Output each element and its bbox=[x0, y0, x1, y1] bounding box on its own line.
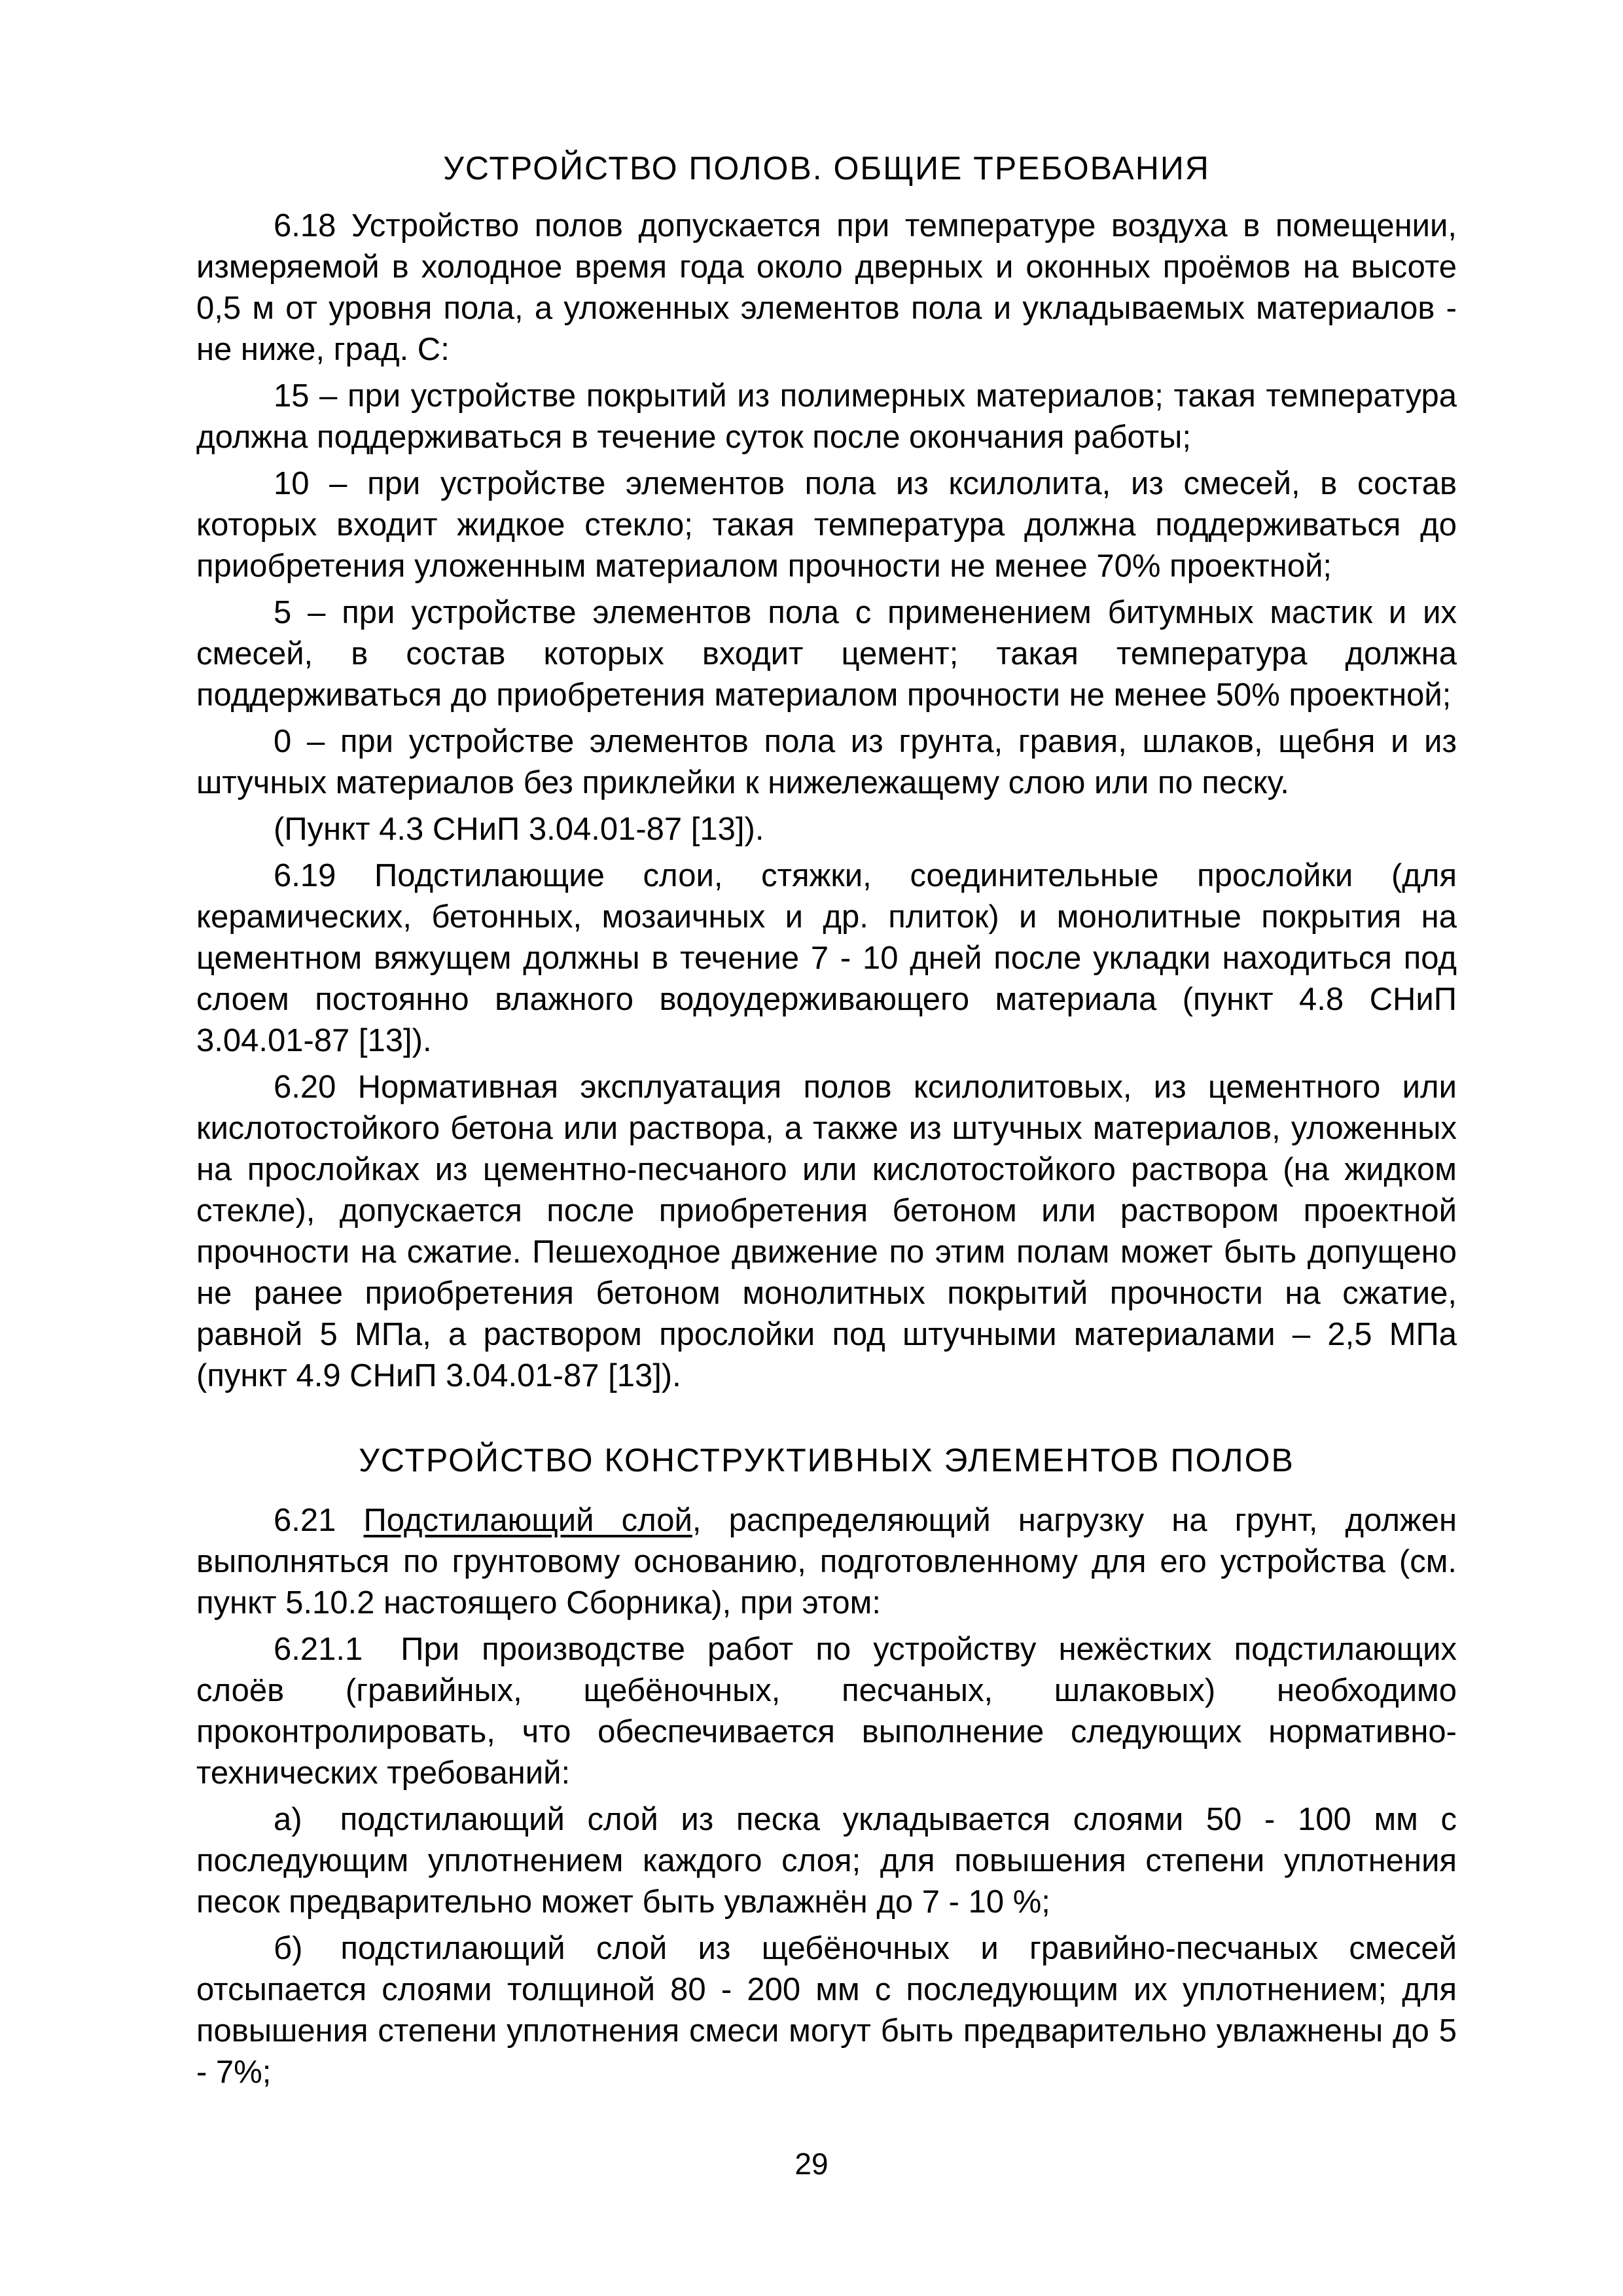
section-heading-floor-elements: УСТРОЙСТВО КОНСТРУКТИВНЫХ ЭЛЕМЕНТОВ ПОЛОВ bbox=[359, 1442, 1294, 1479]
clause-number-6-21: 6.21 bbox=[274, 1503, 336, 1538]
paragraph-temp-15: 15 – при устройстве покрытий из полимерных материалов; такая температура должна поддерживаться в течение суток после окончания работы; bbox=[196, 378, 1457, 455]
paragraph-6-20: 6.20 Нормативная эксплуатация полов ксилолитовых, из цементного или кислотостойкого бетона или раствора, а также из штучных материалов, уложенных на прослойках из цементно-песчаного или кислотостойкого раствора (на жидком стекле), допускается после приобретения бетоном или раствором проектной прочности на сжатие. Пешеходное движение по этим полам может быть допущено не ранее приобретения бетоном монолитных покрытий прочности на сжатие, равной 5 МПа, а раствором прослойки под штучными материалами – 2,5 МПа (пункт 4.9 СНиП 3.04.01-87 [13]). bbox=[196, 1069, 1457, 1393]
section-heading-floors-general: УСТРОЙСТВО ПОЛОВ. ОБЩИЕ ТРЕБОВАНИЯ bbox=[443, 150, 1210, 187]
list-item-a-label: а) bbox=[274, 1802, 302, 1837]
list-item-b-label: б) bbox=[274, 1931, 303, 1966]
paragraph-temp-0: 0 – при устройстве элементов пола из грунта, гравия, шлаков, щебня и из штучных материалов без приклейки к нижележащему слою или по песку. bbox=[196, 724, 1457, 800]
underlined-term: Подстилающий слой bbox=[363, 1503, 692, 1538]
paragraph-6-21 bbox=[196, 1500, 1457, 1624]
paragraph-temp-10: 10 – при устройстве элементов пола из ксилолита, из смесей, в состав которых входит жидкое стекло; такая температура должна поддерживаться до приобретения уложенным материалом прочности не менее 70% проектной; bbox=[196, 466, 1457, 584]
paragraph-6-19: 6.19 Подстилающие слои, стяжки, соединительные прослойки (для керамических, бетонных, мозаичных и др. плиток) и монолитные покрытия на цементном вяжущем должны в течение 7 - 10 дней после укладки находиться под слоем постоянно влажного водоудерживающего материала (пункт 4.8 СНиП 3.04.01-87 [13]). bbox=[196, 858, 1457, 1058]
list-item-a bbox=[196, 1799, 1457, 1923]
paragraph-6-21-1 bbox=[196, 1629, 1457, 1794]
list-item-b bbox=[196, 1928, 1457, 2093]
page-content bbox=[196, 145, 1457, 2098]
paragraph-6-18: 6.18 Устройство полов допускается при температуре воздуха в помещении, измеряемой в холодное время года около дверных и оконных проёмов на высоте 0,5 м от уровня пола, а уложенных элементов пола и укладываемых материалов - не ниже, град. С: bbox=[196, 208, 1457, 367]
paragraph-6-21-1-text: При производстве работ по устройству нежёстких подстилающих слоёв (гравийных, щебёночных, песчаных, шлаковых) необходимо проконтролировать, что обеспечивается выполнение следующих нормативно-технических требований: bbox=[196, 1632, 1457, 1791]
page-number: 29 bbox=[794, 2147, 829, 2181]
paragraph-reference-4-3: (Пункт 4.3 СНиП 3.04.01-87 [13]). bbox=[274, 812, 764, 847]
paragraph-6-21-text: , распределяющий нагрузку на грунт, должен выполняться по грунтовому основанию, подготовленному для его устройства (см. пункт 5.10.2 настоящего Сборника), при этом: bbox=[196, 1503, 1457, 1621]
list-item-b-text: подстилающий слой из щебёночных и гравийно-песчаных смесей отсыпается слоями толщиной 80 - 200 мм с последующим их уплотнением; для повышения степени уплотнения смеси могут быть предварительно увлажнены до 5 - 7%; bbox=[196, 1931, 1457, 2090]
list-item-a-text: подстилающий слой из песка укладывается слоями 50 - 100 мм с последующим уплотнением каждого слоя; для повышения степени уплотнения песок предварительно может быть увлажнён до 7 - 10 %; bbox=[196, 1802, 1457, 1920]
paragraph-temp-5: 5 – при устройстве элементов пола с применением битумных мастик и их смесей, в состав которых входит цемент; такая температура должна поддерживаться до приобретения материалом прочности не менее 50% проектной; bbox=[196, 595, 1457, 713]
clause-number-6-21-1: 6.21.1 bbox=[274, 1632, 363, 1667]
